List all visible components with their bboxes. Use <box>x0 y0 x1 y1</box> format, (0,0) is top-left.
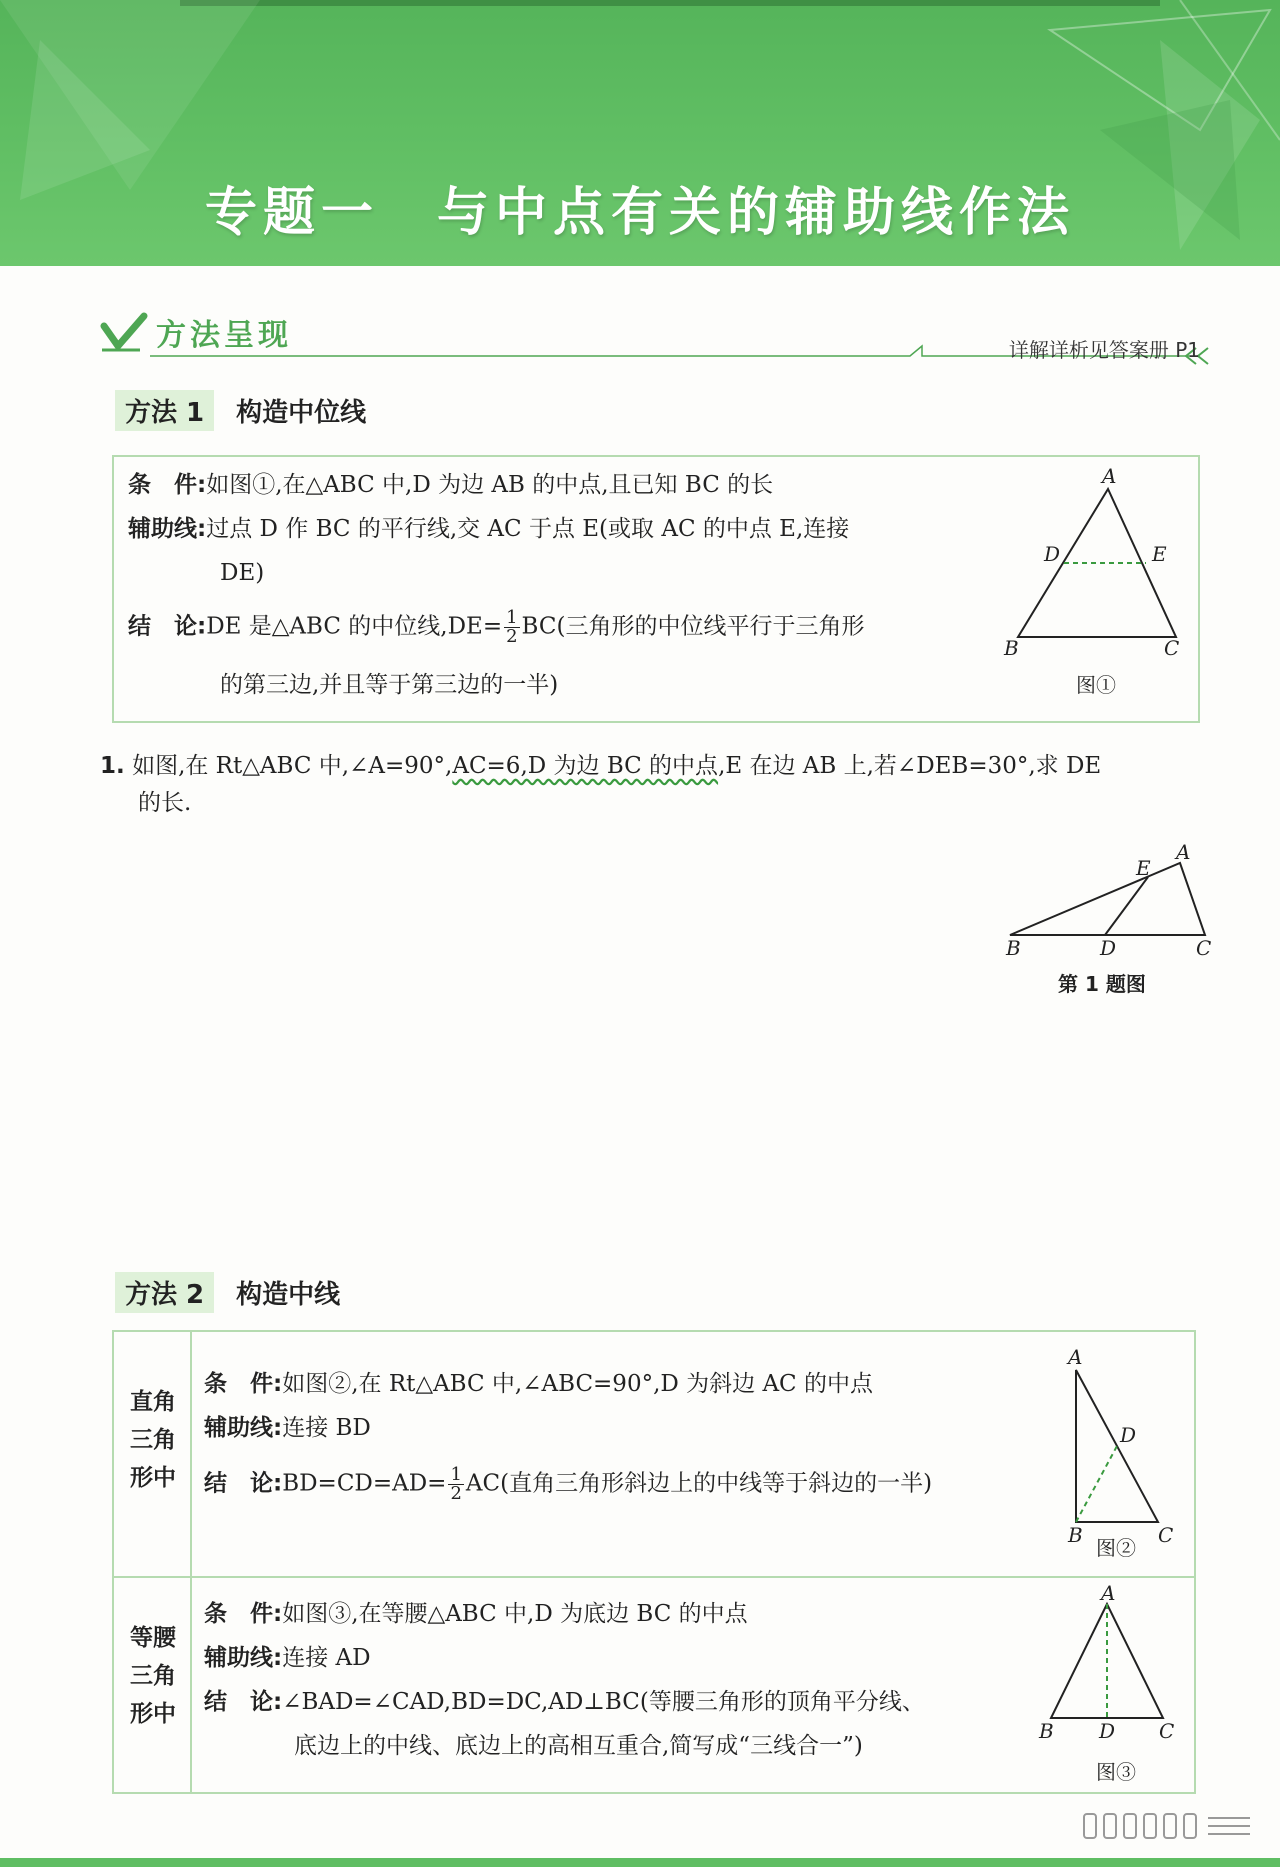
row2-condition-text: 如图③,在等腰△ABC 中,D 为底边 BC 的中点 <box>282 1601 748 1627</box>
method1-conclusion-post: BC(三角形的中位线平行于三角形 <box>521 613 865 640</box>
fig3-label-a: A <box>1101 1581 1116 1605</box>
row1-conclusion-post: AC(直角三角形斜边上的中线等于斜边的一半) <box>465 1470 933 1497</box>
method2-title-text: 构造中线 <box>236 1280 341 1310</box>
fig1-label-d: D <box>1044 542 1061 566</box>
problem-1-text-a: 如图,在 Rt△ABC 中,∠A=90°, <box>132 753 453 779</box>
method1-title-text: 构造中位线 <box>236 398 367 428</box>
row2-conclusion-text: ∠BAD=∠CAD,BD=DC,AD⊥BC(等腰三角形的顶角平分线、 <box>282 1689 925 1715</box>
method2-row-divider <box>114 1576 1194 1578</box>
answer-reference: 详解详析见答案册 P1 <box>1008 338 1200 362</box>
problem-1-figure-caption: 第 1 题图 <box>1058 972 1146 996</box>
problem-1 <box>100 748 1220 822</box>
fig3-label-b: B <box>1039 1719 1054 1743</box>
p1-label-b: B <box>1006 936 1021 960</box>
row1-conclusion-pre: BD=CD=AD= <box>282 1470 447 1497</box>
method1-tag: 方法 1 <box>115 390 214 431</box>
section-heading: 方法呈现 <box>156 318 292 353</box>
row2-conclusion-label: 结 论: <box>204 1689 283 1715</box>
method1-box <box>112 455 1200 723</box>
page-title: 专题一 与中点有关的辅助线作法 <box>204 183 1075 243</box>
row2-conclusion-line2: 底边上的中线、底边上的高相互重合,简写成“三线合一”) <box>294 1733 863 1759</box>
bottom-green-strip <box>0 1858 1280 1867</box>
problem-1-text-b: ,E 在边 AB 上,若∠DEB=30°,求 DE <box>718 753 1102 779</box>
row1-condition-label: 条 件: <box>204 1371 283 1397</box>
figure-3-isosceles-triangle <box>1039 1581 1189 1746</box>
method2-table <box>112 1330 1196 1794</box>
row1-side-label: 直角 三角 形中 <box>130 1389 176 1491</box>
figure-1-triangle <box>1004 464 1184 660</box>
fig1-label-b: B <box>1004 636 1019 660</box>
fig3-label-c: C <box>1159 1719 1175 1743</box>
fig1-label-a: A <box>1102 464 1117 488</box>
problem-1-number: 1. <box>100 753 125 779</box>
figure-3-caption: 图③ <box>1096 1760 1136 1784</box>
fig1-label-e: E <box>1152 542 1167 566</box>
header-banner <box>0 0 1280 266</box>
method1-conclusion-pre: DE 是△ABC 的中位线,DE= <box>206 613 503 640</box>
row2-aux-label: 辅助线: <box>204 1645 283 1671</box>
row1-conclusion-label: 结 论: <box>204 1470 283 1497</box>
fig3-label-d: D <box>1099 1719 1116 1743</box>
method1-aux-text-continued: DE) <box>220 560 265 586</box>
method1-aux-text: 过点 D 作 BC 的平行线,交 AC 于点 E(或取 AC 的中点 E,连接 <box>206 516 850 542</box>
method1-aux-label: 辅助线: <box>128 516 207 542</box>
fig2-label-b: B <box>1068 1523 1083 1547</box>
problem-1-text-underlined: AC=6,D 为边 BC 的中点 <box>452 753 719 779</box>
row2-condition-label: 条 件: <box>204 1601 283 1627</box>
p1-label-c: C <box>1196 936 1212 960</box>
problem-1-figure <box>1000 840 1220 960</box>
fraction-one-half: $\frac{1}{2}$ <box>450 1464 462 1504</box>
method1-conclusion-line2: 的第三边,并且等于第三边的一半) <box>220 672 559 698</box>
p1-label-e: E <box>1136 856 1151 880</box>
method1-condition-label: 条 件: <box>128 472 207 498</box>
page-edge-marks <box>1080 1808 1260 1848</box>
p1-label-d: D <box>1100 936 1117 960</box>
row2-aux-text: 连接 AD <box>282 1645 371 1671</box>
p1-label-a: A <box>1176 840 1191 864</box>
fig2-label-a: A <box>1068 1345 1083 1369</box>
method2-column-divider <box>190 1332 192 1792</box>
row1-aux-text: 连接 BD <box>282 1415 371 1441</box>
problem-1-text-line2: 的长. <box>138 789 192 816</box>
method1-conclusion-label: 结 论: <box>128 613 207 640</box>
row2-side-label: 等腰 三角 形中 <box>130 1625 176 1727</box>
fraction-one-half: $\frac{1}{2}$ <box>506 607 518 647</box>
method2-title <box>115 1272 340 1313</box>
figure-2-right-triangle <box>1054 1345 1184 1547</box>
fig1-label-c: C <box>1164 636 1180 660</box>
checkmark-icon <box>100 312 150 356</box>
fig2-label-c: C <box>1158 1523 1174 1547</box>
fig2-label-d: D <box>1120 1423 1137 1447</box>
row1-aux-label: 辅助线: <box>204 1415 283 1441</box>
row1-condition-text: 如图②,在 Rt△ABC 中,∠ABC=90°,D 为斜边 AC 的中点 <box>282 1371 873 1397</box>
figure-1-caption: 图① <box>1076 673 1116 697</box>
figure-2-caption: 图② <box>1096 1536 1136 1560</box>
method1-title <box>115 390 366 431</box>
method1-condition-text: 如图①,在△ABC 中,D 为边 AB 的中点,且已知 BC 的长 <box>206 472 774 498</box>
method2-tag: 方法 2 <box>115 1272 214 1313</box>
